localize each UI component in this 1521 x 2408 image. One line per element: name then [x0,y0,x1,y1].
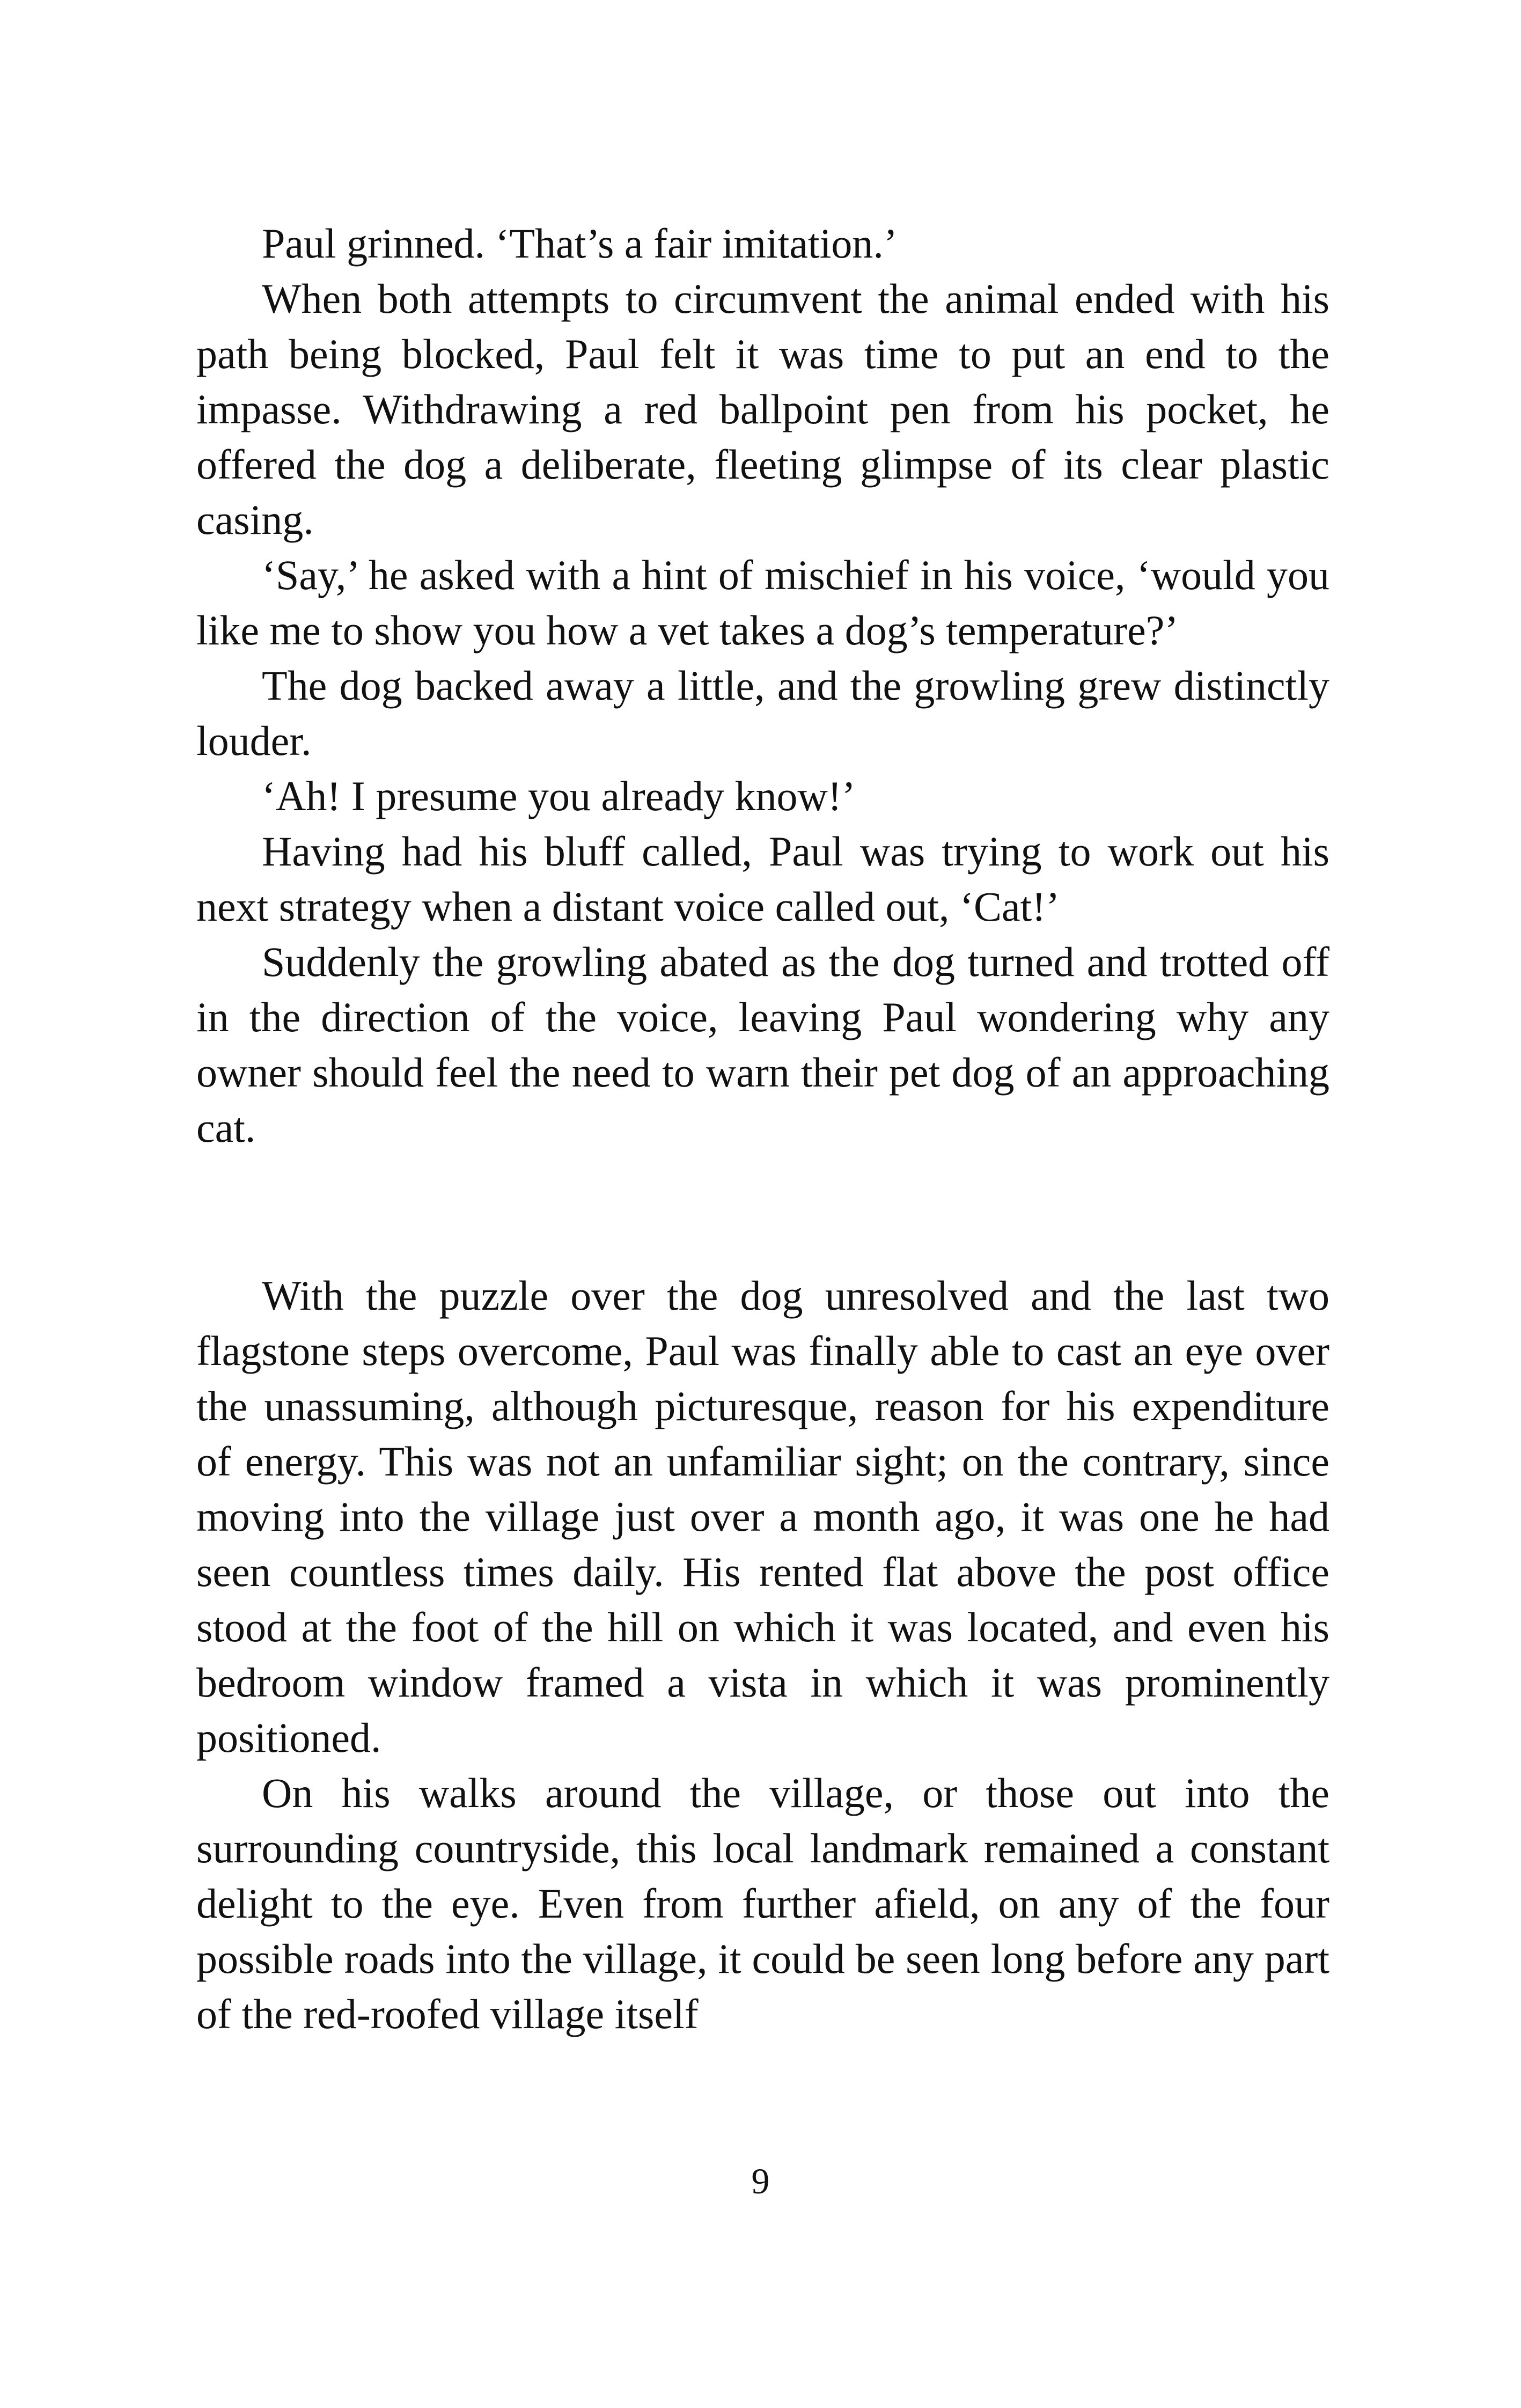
paragraph: ‘Ah! I presume you already know!’ [262,773,856,819]
paragraph: Paul grinned. ‘That’s a fair imitation.’ [262,220,898,267]
paragraph: The dog backed away a little, and the growling grew distinctly louder. [196,662,1329,764]
paragraph: When both attempts to circumvent the animal ended with his path being blocked, Paul felt it was time to put an end to the impasse. Withdrawing a red ballpoint pen from his pocket, he offered the dog a deliberate, fleeting glimpse of its clear plastic casing. [196,275,1329,543]
paragraph: ‘Say,’ he asked with a hint of mischief in his voice, ‘would you like me to show you how a vet takes a dog’s temperature?’ [196,552,1329,654]
page-number: 9 [751,2161,770,2201]
paragraph: With the puzzle over the dog unresolved and the last two flagstone steps overcome, Paul was finally able to cast an eye over the unassuming, although picturesque, reason for his expenditure of energy. This was not an unfamiliar sight; on the contrary, since moving into the village just over a month ago, it was one he had seen countless times daily. His rented flat above the post office stood at the foot of the hill on which it was located, and even his bedroom window framed a vista in which it was prominently positioned. [196,1272,1329,1761]
paragraph: Having had his bluff called, Paul was trying to work out his next strategy when a distant voice called out, ‘Cat!’ [196,828,1329,930]
paragraph: Suddenly the growling abated as the dog turned and trotted off in the direction of the voice, leaving Paul wondering why any owner should feel the need to warn their pet dog of an approaching cat. [196,938,1329,1151]
paragraph: On his walks around the village, or those out into the surrounding countryside, this local landmark remained a constant delight to the eye. Even from further afield, on any of the four possible roads into the village, it could be seen long before any part of the red-roofed village itself [196,1770,1329,2037]
text-section-1 [196,216,1329,1155]
text-section-2 [196,1268,1329,2042]
